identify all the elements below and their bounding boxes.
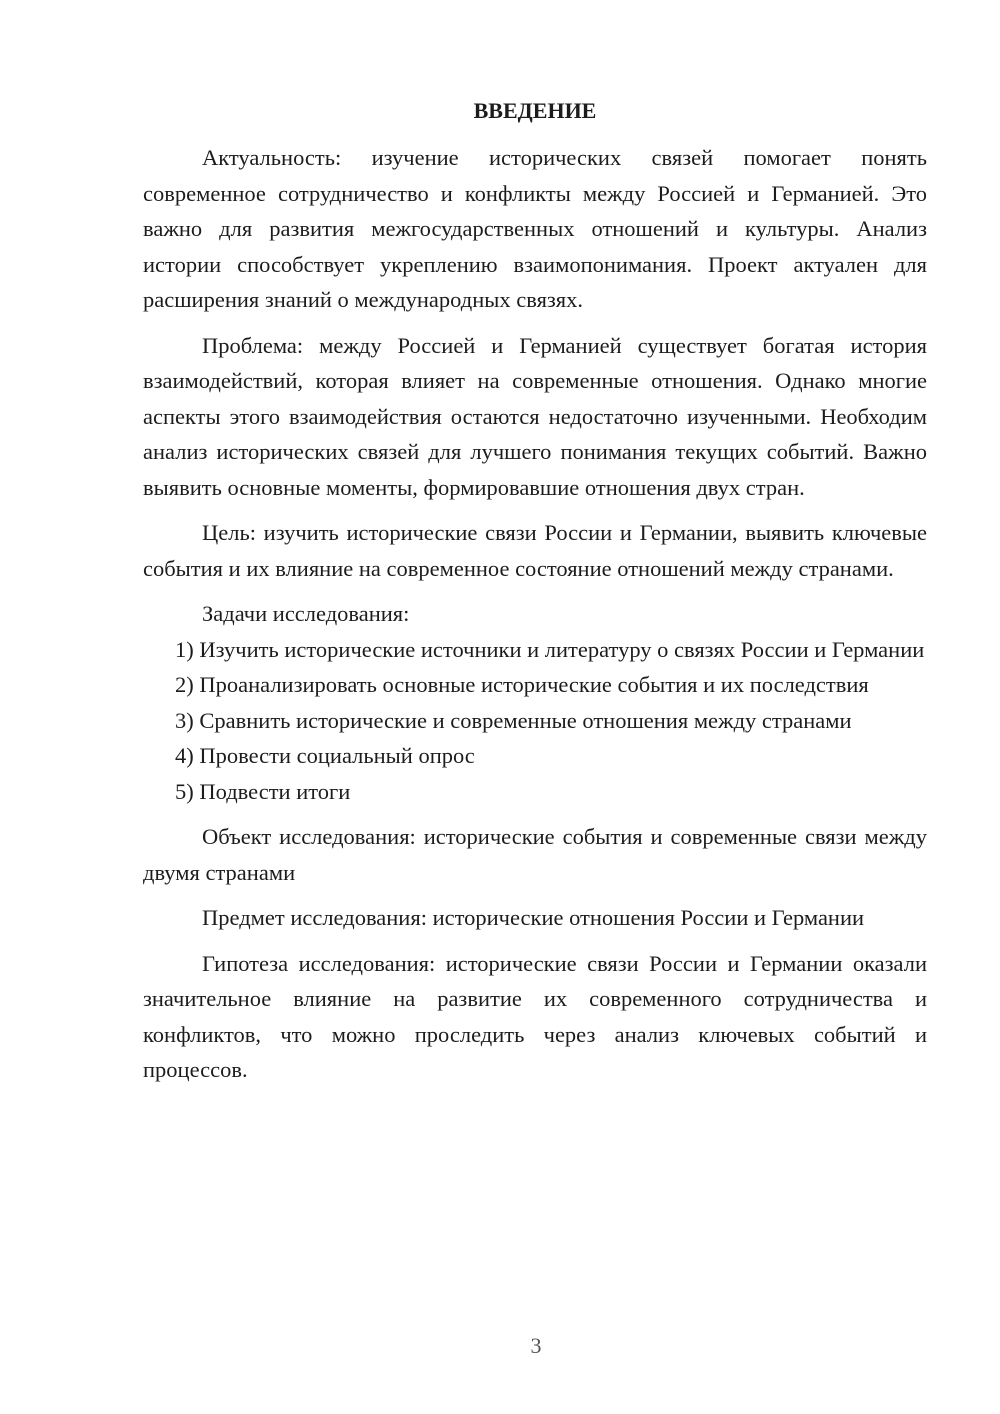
object-paragraph: Объект исследования: исторические события и современные связи между двумя странами [143,824,927,885]
section-title: ВВЕДЕНИЕ [473,98,597,123]
problem-paragraph: Проблема: между Россией и Германией существует богатая история взаимодействий, которая влияет на современные отношения. Однако многие аспекты этого взаимодействия остаются недостаточно изученными. Необходим анализ исторических связей для лучшего понимания текущих событий. Важно выявить основные моменты, формировавшие отношения двух стран. [143,332,927,500]
task-item: 2) Проанализировать основные исторические события и их последствия [175,672,869,697]
task-item: 4) Провести социальный опрос [175,743,475,768]
relevance-paragraph: Актуальность: изучение исторических связей помогает понять современное сотрудничество и конфликты между Россией и Германией. Это важно для развития межгосударственных отношений и культуры. Анализ истории способствует укреплению взаимопонимания. Проект актуален для расширения знаний о международных связях. [143,145,927,312]
hypothesis-paragraph: Гипотеза исследования: исторические связи России и Германии оказали значительное влияние на развитие их современного сотрудничества и конфликтов, что можно проследить через анализ ключевых событий и процессов. [143,950,927,1082]
task-item: 1) Изучить исторические источники и литературу о связях России и Германии [175,636,925,662]
task-item: 5) Подвести итоги [175,778,351,804]
goal-paragraph: Цель: изучить исторические связи России и Германии, выявить ключевые события и их влияние на современное состояние отношений между странами. [143,520,927,581]
tasks-heading: Задачи исследования: [202,601,410,626]
subject-paragraph: Предмет исследования: исторические отношения России и Германии [202,905,865,930]
page-number: 3 [530,1333,542,1358]
document-body [143,96,927,1088]
task-item: 3) Сравнить исторические и современные отношения между странами [175,707,852,733]
